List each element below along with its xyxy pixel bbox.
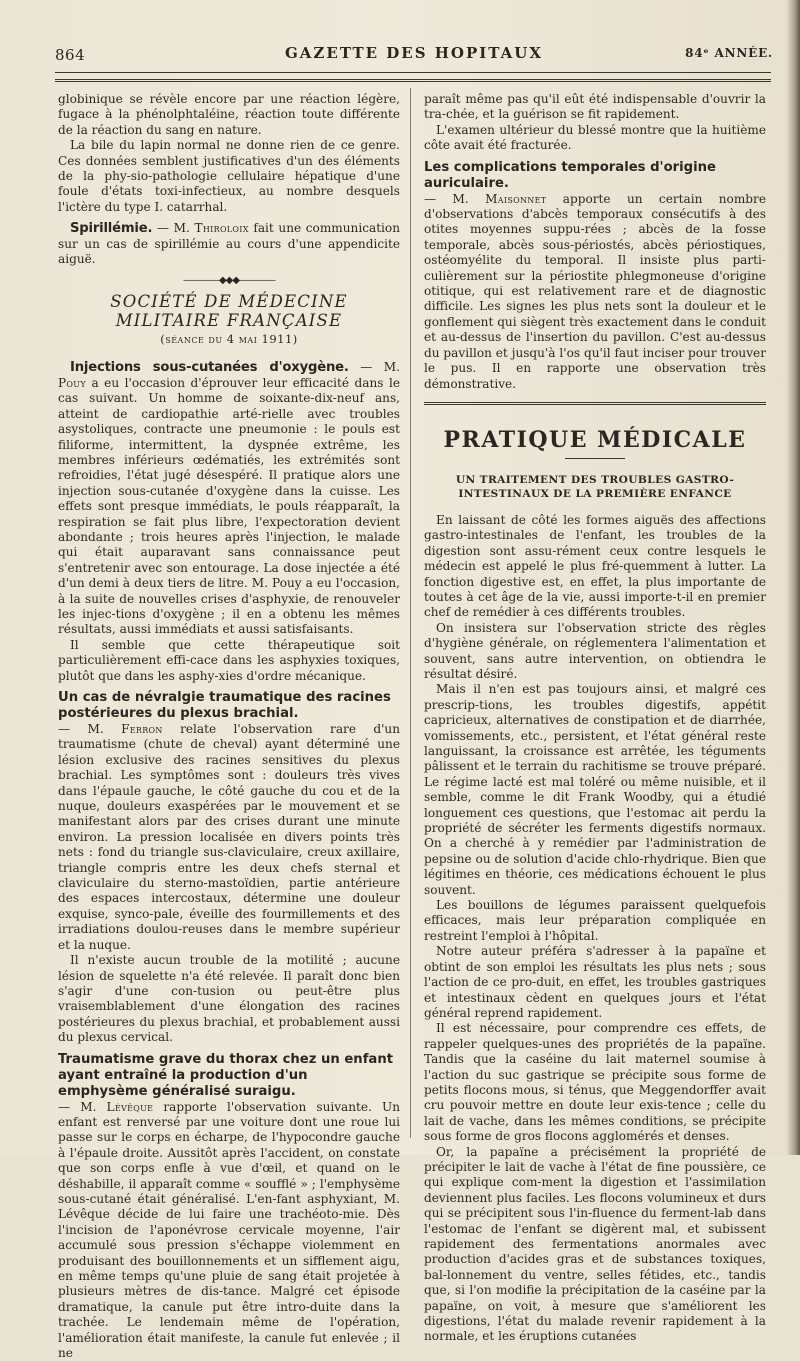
year-label: 84ᵉ ANNÉE. bbox=[685, 46, 773, 60]
section-complications: — M. Maisonnet apporte un certain nombre d'observations d'abcès temporaux consécutifs à des otites moyennes suppu-rées ; abcès de la fosse temporale, abcès sous-périostés, abcès périostiques, ostéomyélite du temporal. Il insiste plus parti-culièrement sur la périostite phlegmoneuse d'origine otitique, qui est relativement rare et de diagnostic difficile. Les signes les plus nets sont la douleur et le gonflement qui siègent très exactement dans le conduit et au-dessus de l'insertion du pavillon. C'est au-dessus du pavillon et jusqu'à l'os qu'il faut inciser pour trouver le pus. Il en rapporte une observation très démonstrative. bbox=[424, 191, 766, 391]
right-paragraph-9: Or, la papaïne a précisément la propriété de précipiter le lait de vache à l'état de fine poussière, ce qui explique com-ment la digestion et l'assimilation deviennent plus faciles. Les flocons volumineux et durs qui se précipitent sous l'in-fluence du ferment-lab dans l'estomac de l'enfant se digèrent mal, et subissent rapidement des fermentations anormales avec production d'acides gras et de substances toxiques, bal-lonnement du ventre, selles fétides, etc., tandis que, si l'on modifie la précipitation de la caséine par la papaïne, on voit, à mesure que s'améliorent les digestions, l'état du malade revenir rapidement à la normale, et les éruptions cutanées bbox=[424, 1144, 766, 1344]
right-paragraph-3: En laissant de côté les formes aiguës des affections gastro-intestinales de l'enfant, les troubles de la digestion sont assu-rément ceux contre lesquels le médecin est appelé le plus fré-quemment à lutter. La fonction digestive est, en effet, la plus importante de toutes à cet âge de la vie, aussi importe-t-il en premier chef de remédier à ces différents troubles. bbox=[424, 512, 766, 620]
left-column bbox=[58, 92, 400, 1361]
right-column bbox=[424, 92, 766, 1345]
left-paragraph-4: Il n'existe aucun trouble de la motilité ; aucune lésion de squelette n'a été relevée. Il paraît donc bien s'agir d'une con-tusion ou peut-être plus vraisemblablement d'une élongation des racines postérieures du plexus brachial, et probablement aussi du plexus cervical. bbox=[58, 953, 400, 1045]
journal-title: GAZETTE DES HOPITAUX bbox=[284, 44, 543, 62]
author-thiroloix: Thiroloix bbox=[194, 221, 249, 236]
right-paragraph-6: Les bouillons de légumes paraissent quelquefois efficaces, mais leur préparation compliquée en restreint l'emploi à l'hôpital. bbox=[424, 898, 766, 943]
section-title-complications: Les complications temporales d'origine auriculaire. bbox=[424, 159, 716, 191]
section-title-injections: Injections sous-cutanées d'oxygène. bbox=[70, 360, 349, 376]
section-title-traumatisme: Traumatisme grave du thorax chez un enfant ayant entraîné la production d'un emphysème généralisé suraigu. bbox=[58, 1051, 394, 1099]
header-double-rule bbox=[55, 79, 771, 82]
right-paragraph-2: L'examen ultérieur du blessé montre que la huitième côte avait été fracturée. bbox=[424, 122, 766, 153]
pratique-medicale-heading: PRATIQUE MÉDICALE bbox=[424, 402, 766, 453]
left-paragraph-1: globinique se révèle encore par une réaction légère, fugace à la phénolphtaléine, réaction toute différente de la réaction du sang en nature. bbox=[58, 92, 400, 137]
right-paragraph-7: Notre auteur préféra s'adresser à la papaïne et obtint de son emploi les résultats les plus nets ; sous l'action de ce pro-duit, en effet, les troubles gastriques et intestinaux cèdent en quelques jours et l'état général reprend rapidement. bbox=[424, 944, 766, 1020]
column-divider bbox=[410, 88, 411, 1138]
right-paragraph-4: On insistera sur l'observation stricte des règles d'hygiène générale, on réglementera l'alimentation et souvent, sans autre intervention, on obtiendra le résultat désiré. bbox=[424, 620, 766, 681]
right-paragraph-1: paraît même pas qu'il eût été indispensable d'ouvrir la tra-chée, et la guérison se fit rapidement. bbox=[424, 92, 766, 122]
heading-underline bbox=[565, 458, 625, 459]
author-pouy: Pouy bbox=[58, 375, 86, 390]
right-paragraph-8: Il est nécessaire, pour comprendre ces effets, de rappeler quelques-unes des propriétés de la papaïne. Tandis que la caséine du lait maternel soumise à l'action du suc gastrique se précipite sous forme de petits flocons mous, si ténus, que Meggendorffer avait cru pouvoir mettre en doute leur exis-tence ; celle du lait de vache, dans les mêmes conditions, se précipite sous forme de gros flocons agglomérés et denses. bbox=[424, 1021, 766, 1144]
header-rule bbox=[55, 72, 771, 73]
section-nevralgie: — M. Ferron relate l'observation rare d'un traumatisme (chute de cheval) ayant déterminé une lésion exclusive des racines sensitives du plexus brachial. Les symptômes sont : douleurs très vives dans l'épaule gauche, le côté gauche du cou et de la nuque, douleurs exaspérées par le mouvement et se manifestant alors par des crises durant une minute environ. La pression localisée en divers points très nets : fond du triangle sus-claviculaire, creux axillaire, triangle compris entre les deux chefs sternal et claviculaire du sterno-mastoïdien, partie antérieure des espaces intercostaux, détermine une douleur exquise, synco-pale, éveille des fourmillements et des irradiations doulou-reuses dans le membre supérieur et la nuque. bbox=[58, 722, 400, 952]
left-paragraph-2: La bile du lapin normal ne donne rien de ce genre. Ces données semblent justificatives d'un des éléments de la phy-sio-pathologie cellulaire hépatique d'une foule d'états toxi-infectieux, au nombre desquels l'ictère du type I. catarrhal. bbox=[58, 138, 400, 214]
running-header bbox=[55, 42, 773, 66]
society-title: SOCIÉTÉ DE MÉDECINE MILITAIRE FRANÇAISE bbox=[110, 292, 348, 331]
right-paragraph-5: Mais il n'en est pas toujours ainsi, et malgré ces prescrip-tions, les troubles digestifs, appétit capricieux, alternatives de constipation et de diarrhée, vomissements, etc., persistent, et l'état général reste languissant, la croissance est arrêtée, les téguments pâlissent et le terrain du rachitisme se trouve préparé. Le régime lacté est mal toléré ou même nuisible, et il semble, comme le dit Frank Woodby, qui a étudié longuement ces questions, que l'estomac ait perdu la propriété de sécréter les ferments digestifs normaux. On a cherché à y remédier par l'administration de pepsine ou de solution d'acide chlo-rhydrique. Bien que légitimes en théorie, ces médications échouent le plus souvent. bbox=[424, 682, 766, 897]
section-ornament: ————◆◆◆———— bbox=[182, 275, 276, 287]
section-title-nevralgie: Un cas de névralgie traumatique des racines postérieures du plexus brachial. bbox=[58, 690, 391, 721]
section-spirillemie: Spirillémie. — M. Thiroloix fait une communication sur un cas de spirillémie au cours d'une appendicite aiguë. bbox=[58, 221, 400, 267]
left-paragraph-3: Il semble que cette thérapeutique soit particulièrement effi-cace dans les asphyxies toxiques, plutôt que dans les asphy-xies d'ordre mécanique. bbox=[58, 637, 400, 683]
author-leveque: Lévêque bbox=[106, 1099, 154, 1114]
section-injections: Injections sous-cutanées d'oxygène. — M. Pouy a eu l'occasion d'éprouver leur efficacité dans le cas suivant. Un homme de soixante-dix-neuf ans, atteint de cardiopathie arté-rielle avec troubles asystoliques, contracte une pneumonie : le pouls est filiforme, intermittent, la dyspnée extrême, les membres inférieurs œdématiés, les extrémités sont refroidies, l'état jugé désespéré. Il pratique alors une injection sous-cutanée d'oxygène dans la cuisse. Les effets sont presque immédiats, le pouls réapparaît, la respiration se fait plus libre, l'expectoration devient abondante ; trois heures après l'injection, le malade qui était auparavant sans connaissance peut s'entretenir avec son entourage. La dose injectée a été d'un demi à deux tiers de litre. M. Pouy a eu l'occasion, à la suite de nouvelles crises d'asphyxie, de renouveler les injec-tions d'oxygène ; il en a obtenu les mêmes résultats, aussi immédiats et aussi satisfaisants. bbox=[58, 360, 401, 637]
author-ferron: Ferron bbox=[121, 722, 163, 736]
page-edge-shadow bbox=[786, 0, 800, 1155]
session-date: (séance du 4 mai 1911) bbox=[160, 332, 298, 347]
section-traumatisme: — M. Lévêque rapporte l'observation suivante. Un enfant est renversé par une voiture dont une roue lui passe sur le corps en écharpe, de l'hypocondre gauche à l'épaule droite. Aussitôt après l'accident, on constate que son corps enfle à vue d'œil, et quand on le déshabille, il apparaît comme « soufflé » ; l'emphysème sous-cutané était généralisé. L'en-fant asphyxiant, M. Lévêque décide de lui faire une trachéoto-mie. Dès l'incision de l'aponévrose cervicale moyenne, l'air accumulé sous pression s'échappe violemment en produisant des bouillonnements et un sifflement aigu, en même temps qu'une pluie de sang était projetée à plusieurs mètres de dis-tance. Malgré cet épisode dramatique, la canule put être intro-duite dans la trachée. Le lendemain même de l'opération, l'amélioration était manifeste, la canule fut enlevée ; il ne bbox=[58, 1099, 401, 1361]
author-maisonnet: Maisonnet bbox=[485, 191, 547, 206]
article-subheading: UN TRAITEMENT DES TROUBLES GASTRO-INTESTINAUX DE LA PREMIÈRE ENFANCE bbox=[455, 473, 735, 500]
page-number: 864 bbox=[55, 46, 86, 64]
section-title-spirillemie: Spirillémie. bbox=[70, 221, 153, 237]
